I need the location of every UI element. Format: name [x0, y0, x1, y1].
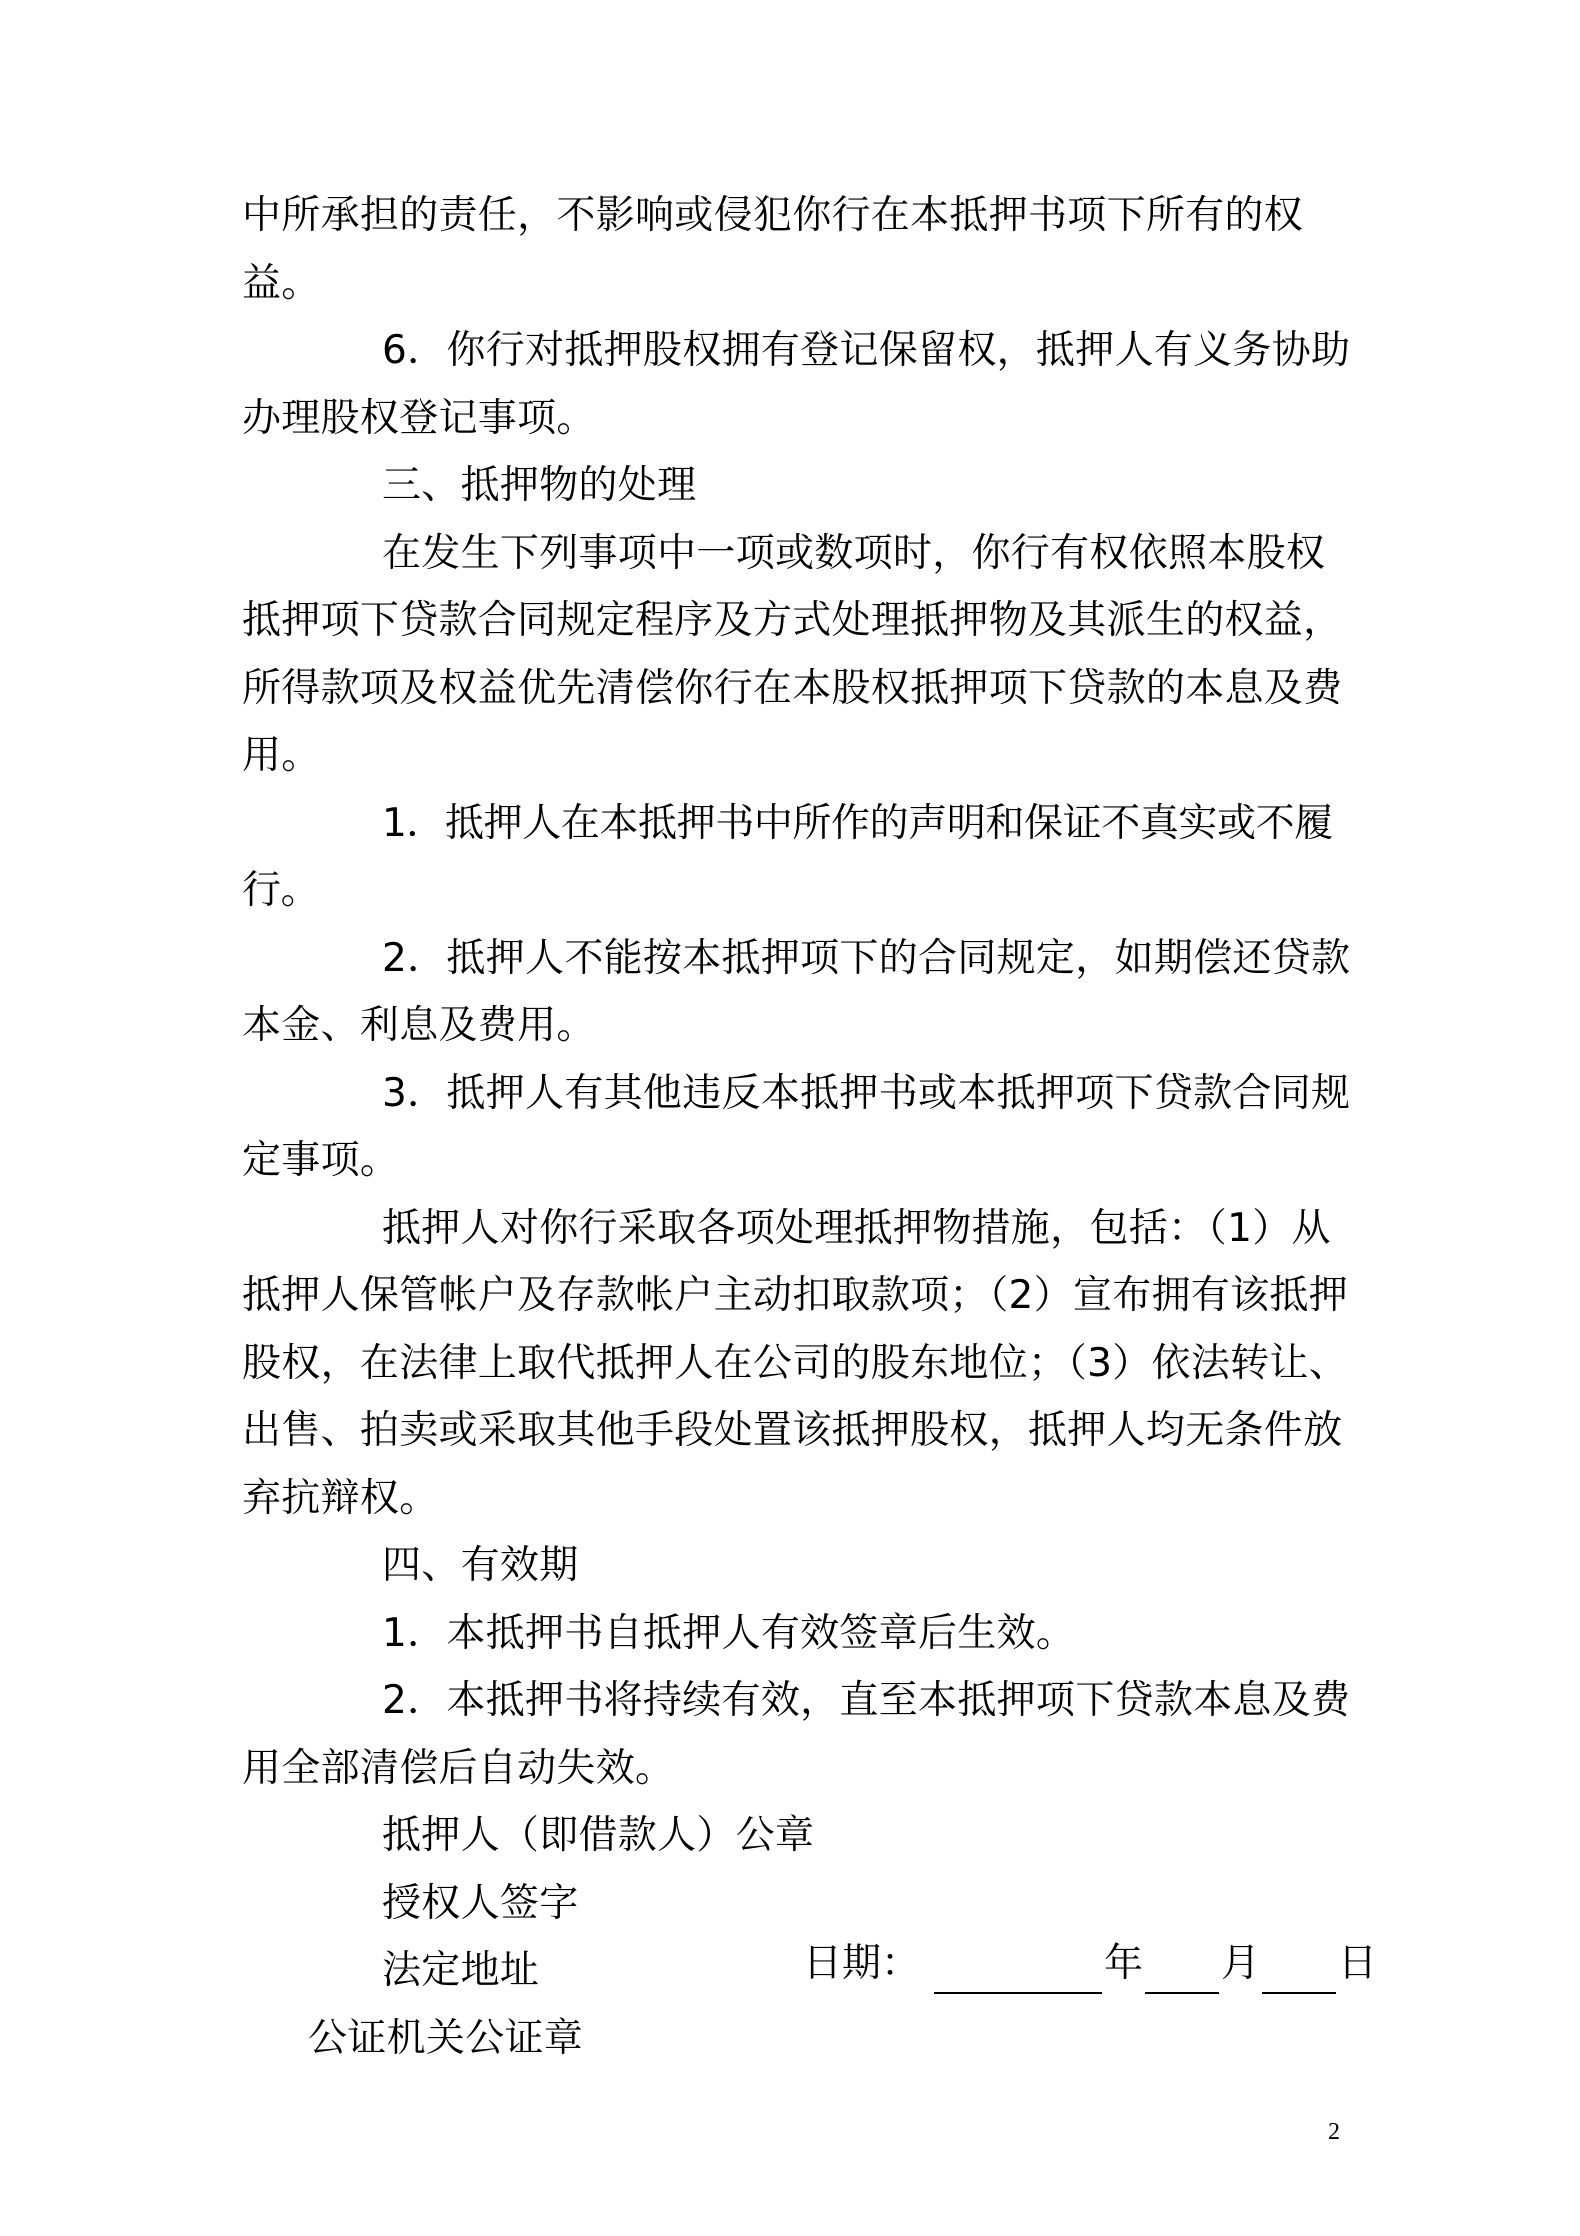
document-body — [242, 182, 1362, 2072]
page-number: 2 — [1328, 2119, 1340, 2145]
section-heading-collateral-disposal: 三、抵押物的处理 — [382, 463, 697, 508]
paragraph-disposal-measures: 抵押人对你行采取各项处理抵押物措施，包括：（1）从抵押人保管帐户及存款帐户主动扣取款项；（2）宣布拥有该抵押股权，在法律上取代抵押人在公司的股东地位；（3）依法转让、出售、拍卖或采取其他手段处置该抵押股权，抵押人均无条件放弃抗辩权。 — [242, 1205, 1349, 1521]
authorized-signature-label: 授权人签字 — [382, 1880, 579, 1926]
paragraph-disposal-rights: 在发生下列事项中一项或数项时，你行有权依照本股权抵押项下贷款合同规定程序及方式处理抵押物及其派生的权益，所得款项及权益优先清偿你行在本股权抵押项下贷款的本息及费用。 — [242, 530, 1343, 778]
clause-2-repayment-default: 2．抵押人不能按本抵押项下的合同规定，如期偿还贷款本金、利息及费用。 — [242, 935, 1351, 1048]
validity-clause-2: 2．本抵押书将持续有效，直至本抵押项下贷款本息及费用全部清偿后自动失效。 — [242, 1678, 1351, 1791]
clause-6-registration: 6．你行对抵押股权拥有登记保留权，抵押人有义务协助办理股权登记事项。 — [242, 328, 1351, 441]
day-label: 日 — [1338, 1941, 1378, 1986]
month-blank — [1145, 1946, 1219, 1994]
paragraph-liability-continued: 中所承担的责任，不影响或侵犯你行在本抵押书项下所有的权益。 — [242, 193, 1304, 306]
date-label: 日期： — [803, 1941, 921, 1986]
legal-address-label: 法定地址 — [382, 1948, 540, 1993]
date-field — [803, 1934, 1377, 1994]
clause-1-false-statement: 1．抵押人在本抵押书中所作的声明和保证不真实或不履行。 — [242, 800, 1333, 913]
mortgagor-seal-label: 抵押人（即借款人）公章 — [382, 1813, 815, 1858]
year-blank — [934, 1946, 1102, 1994]
clause-3-other-breach: 3．抵押人有其他违反本抵押书或本抵押项下贷款合同规定事项。 — [242, 1070, 1351, 1183]
validity-clause-1: 1．本抵押书自抵押人有效签章后生效。 — [382, 1610, 1076, 1656]
year-label: 年 — [1104, 1941, 1144, 1986]
section-heading-validity: 四、有效期 — [382, 1543, 579, 1588]
day-blank — [1262, 1946, 1336, 1994]
month-label: 月 — [1221, 1941, 1261, 1986]
notary-seal-label: 公证机关公证章 — [308, 2015, 584, 2061]
